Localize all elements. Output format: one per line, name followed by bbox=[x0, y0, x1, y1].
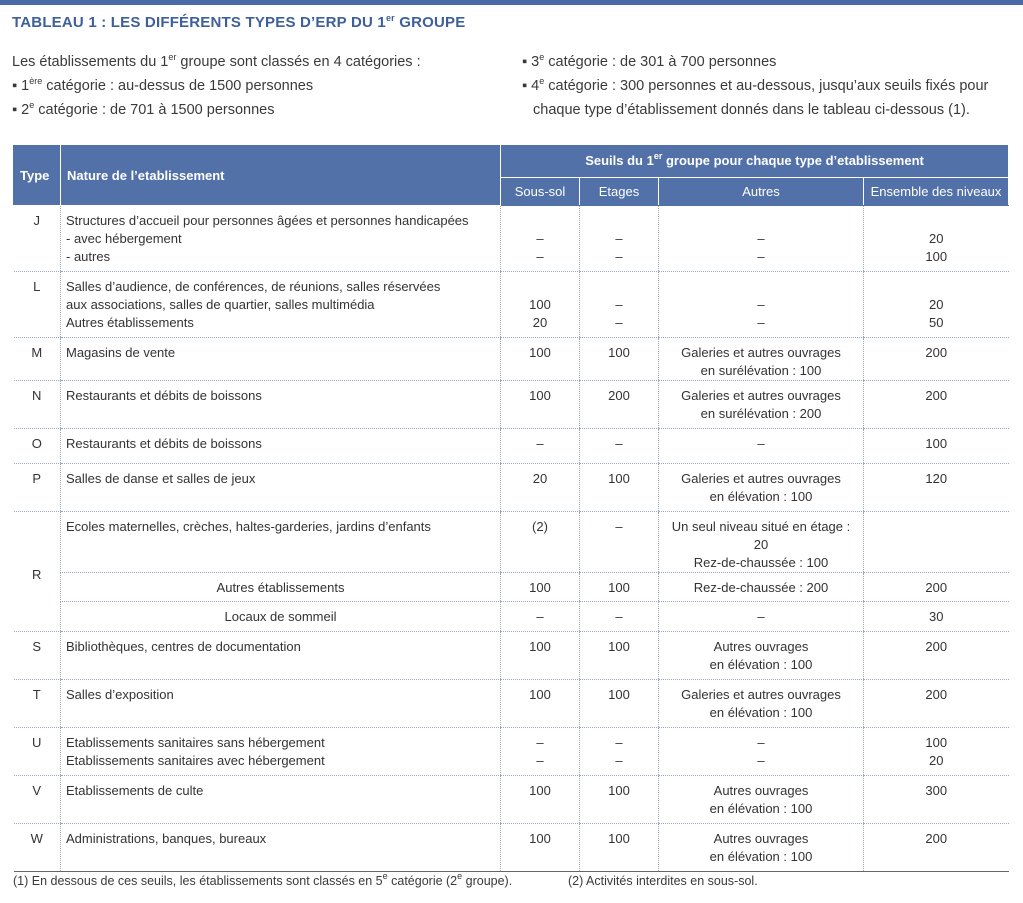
header-sous-sol: Sous-sol bbox=[501, 177, 580, 205]
intro-line: ▪ 1ère catégorie : au-dessus de 1500 personnes bbox=[12, 76, 314, 94]
soussol-cell: 20 bbox=[501, 464, 580, 512]
etages-cell: 200 bbox=[580, 381, 659, 429]
autres-cell: Rez-de-chaussée : 200 bbox=[659, 573, 864, 602]
autres-cell: Un seul niveau situé en étage : 20 Rez-de-chaussée : 100 bbox=[659, 512, 864, 573]
type-cell: S bbox=[14, 632, 61, 680]
intro-line: chaque type d’établissement donnés dans le tableau ci-dessous (1). bbox=[533, 102, 970, 118]
table-row-j bbox=[14, 206, 1009, 272]
nature-cell: Restaurants et débits de boissons bbox=[61, 429, 501, 464]
nature-cell: Locaux de sommeil bbox=[61, 602, 501, 632]
ensemble-cell: 200 bbox=[864, 381, 1009, 429]
type-cell: T bbox=[14, 680, 61, 728]
soussol-cell: 100 20 bbox=[501, 272, 580, 338]
table-row-m bbox=[14, 338, 1009, 381]
etages-cell: 100 bbox=[580, 680, 659, 728]
nature-cell: Bibliothèques, centres de documentation bbox=[61, 632, 501, 680]
soussol-cell: – – bbox=[501, 728, 580, 776]
table-row-s bbox=[14, 632, 1009, 680]
intro-left bbox=[12, 50, 502, 122]
table-row-u bbox=[14, 728, 1009, 776]
soussol-cell: 100 bbox=[501, 824, 580, 872]
nature-cell: Restaurants et débits de boissons bbox=[61, 381, 501, 429]
autres-cell: – bbox=[659, 602, 864, 632]
soussol-cell: 100 bbox=[501, 776, 580, 824]
etages-cell: 100 bbox=[580, 573, 659, 602]
soussol-cell: – bbox=[501, 429, 580, 464]
autres-cell: Galeries et autres ouvrages en surélévation : 200 bbox=[659, 381, 864, 429]
page-title: TABLEAU 1 : LES DIFFÉRENTS TYPES D’ERP DU 1er GROUPE bbox=[12, 13, 466, 31]
soussol-cell: – bbox=[501, 602, 580, 632]
table-row-v bbox=[14, 776, 1009, 824]
soussol-cell: (2) bbox=[501, 512, 580, 573]
ensemble-cell: 100 bbox=[864, 429, 1009, 464]
erp-thresholds-table bbox=[13, 144, 1009, 872]
type-cell: J bbox=[14, 206, 61, 272]
table-row-l bbox=[14, 272, 1009, 338]
table-row-w bbox=[14, 824, 1009, 872]
soussol-cell: 100 bbox=[501, 338, 580, 381]
etages-cell: 100 bbox=[580, 338, 659, 381]
type-cell: L bbox=[14, 272, 61, 338]
top-accent-bar bbox=[0, 0, 1023, 5]
intro-right bbox=[522, 50, 1017, 122]
header-etages: Etages bbox=[580, 177, 659, 205]
table-row-p bbox=[14, 464, 1009, 512]
type-cell: M bbox=[14, 338, 61, 381]
nature-cell: Etablissements sanitaires sans hébergement Etablissements sanitaires avec hébergement bbox=[61, 728, 501, 776]
table-row-o bbox=[14, 429, 1009, 464]
table-row-r1 bbox=[14, 512, 1009, 573]
ensemble-cell: 200 bbox=[864, 573, 1009, 602]
soussol-cell: – – bbox=[501, 206, 580, 272]
type-cell: O bbox=[14, 429, 61, 464]
header-nature: Nature de l’etablissement bbox=[61, 145, 501, 206]
header-seuils-group: Seuils du 1er groupe pour chaque type d’etablissement bbox=[501, 145, 1009, 178]
intro-line: ▪ 2e catégorie : de 701 à 1500 personnes bbox=[12, 100, 275, 118]
etages-cell: 100 bbox=[580, 776, 659, 824]
table-row-t bbox=[14, 680, 1009, 728]
type-cell: W bbox=[14, 824, 61, 872]
footnote-2: (2) Activités interdites en sous-sol. bbox=[568, 874, 758, 888]
nature-cell: Structures d’accueil pour personnes âgées et personnes handicapées - avec hébergement - autres bbox=[61, 206, 501, 272]
autres-cell: – – bbox=[659, 728, 864, 776]
etages-cell: – – bbox=[580, 728, 659, 776]
nature-cell: Autres établissements bbox=[61, 573, 501, 602]
ensemble-cell: 20 50 bbox=[864, 272, 1009, 338]
ensemble-cell: 200 bbox=[864, 338, 1009, 381]
etages-cell: – – bbox=[580, 206, 659, 272]
header-ensemble: Ensemble des niveaux bbox=[864, 177, 1009, 205]
soussol-cell: 100 bbox=[501, 573, 580, 602]
autres-cell: Autres ouvrages en élévation : 100 bbox=[659, 632, 864, 680]
ensemble-cell: 100 20 bbox=[864, 728, 1009, 776]
etages-cell: – bbox=[580, 602, 659, 632]
nature-cell: Magasins de vente bbox=[61, 338, 501, 381]
etages-cell: 100 bbox=[580, 632, 659, 680]
autres-cell: Galeries et autres ouvrages en élévation : 100 bbox=[659, 464, 864, 512]
ensemble-cell bbox=[864, 512, 1009, 573]
soussol-cell: 100 bbox=[501, 381, 580, 429]
nature-cell: Salles de danse et salles de jeux bbox=[61, 464, 501, 512]
type-cell: N bbox=[14, 381, 61, 429]
autres-cell: – bbox=[659, 429, 864, 464]
ensemble-cell: 30 bbox=[864, 602, 1009, 632]
soussol-cell: 100 bbox=[501, 632, 580, 680]
etages-cell: – bbox=[580, 429, 659, 464]
type-cell: U bbox=[14, 728, 61, 776]
autres-cell: Galeries et autres ouvrages en élévation : 100 bbox=[659, 680, 864, 728]
ensemble-cell: 200 bbox=[864, 632, 1009, 680]
autres-cell: Autres ouvrages en élévation : 100 bbox=[659, 824, 864, 872]
intro-line: ▪ 4e catégorie : 300 personnes et au-dessous, jusqu’aux seuils fixés pour bbox=[522, 76, 989, 94]
autres-cell: Galeries et autres ouvrages en surélévation : 100 bbox=[659, 338, 864, 381]
nature-cell: Salles d’audience, de conférences, de réunions, salles réservées aux associations, salles de quartier, salles multimédia Autres établissements bbox=[61, 272, 501, 338]
type-cell: P bbox=[14, 464, 61, 512]
header-type: Type bbox=[14, 145, 61, 206]
soussol-cell: 100 bbox=[501, 680, 580, 728]
table-row-r2 bbox=[14, 573, 1009, 602]
ensemble-cell: 200 bbox=[864, 680, 1009, 728]
ensemble-cell: 20 100 bbox=[864, 206, 1009, 272]
etages-cell: 100 bbox=[580, 464, 659, 512]
intro-line: ▪ 3e catégorie : de 301 à 700 personnes bbox=[522, 52, 777, 70]
nature-cell: Administrations, banques, bureaux bbox=[61, 824, 501, 872]
ensemble-cell: 300 bbox=[864, 776, 1009, 824]
nature-cell: Etablissements de culte bbox=[61, 776, 501, 824]
table-row-n bbox=[14, 381, 1009, 429]
etages-cell: 100 bbox=[580, 824, 659, 872]
autres-cell: – – bbox=[659, 206, 864, 272]
autres-cell: – – bbox=[659, 272, 864, 338]
footnote-1: (1) En dessous de ces seuils, les établissements sont classés en 5e catégorie (2e groupe). bbox=[13, 871, 513, 888]
table-row-r3 bbox=[14, 602, 1009, 632]
ensemble-cell: 120 bbox=[864, 464, 1009, 512]
type-cell: R bbox=[14, 512, 61, 632]
nature-cell: Salles d’exposition bbox=[61, 680, 501, 728]
autres-cell: Autres ouvrages en élévation : 100 bbox=[659, 776, 864, 824]
nature-cell: Ecoles maternelles, crèches, haltes-garderies, jardins d’enfants bbox=[61, 512, 501, 573]
etages-cell: – bbox=[580, 512, 659, 573]
ensemble-cell: 200 bbox=[864, 824, 1009, 872]
header-autres: Autres bbox=[659, 177, 864, 205]
etages-cell: – – bbox=[580, 272, 659, 338]
type-cell: V bbox=[14, 776, 61, 824]
intro-line: Les établissements du 1er groupe sont classés en 4 catégories : bbox=[12, 52, 421, 70]
